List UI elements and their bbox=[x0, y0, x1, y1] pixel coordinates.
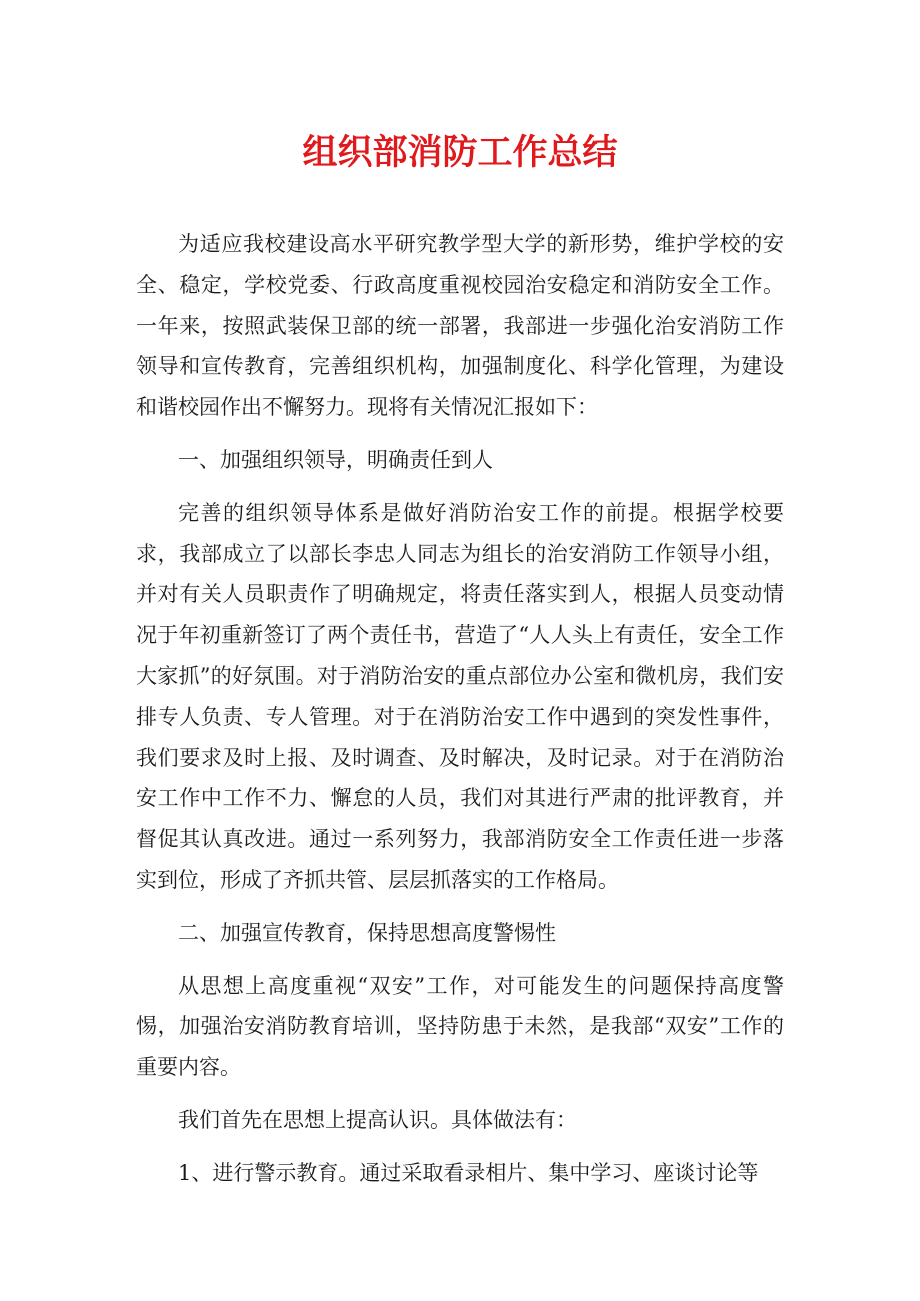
paragraph-section-2: 从思想上高度重视“双安”工作，对可能发生的问题保持高度警惕，加强治安消防教育培训，坚持防患于未然，是我部“双安”工作的重要内容。 bbox=[136, 973, 784, 1080]
paragraph-intro: 为适应我校建设高水平研究教学型大学的新形势，维护学校的安全、稳定，学校党委、行政高度重视校园治安稳定和消防安全工作。一年来，按照武装保卫部的统一部署，我部进一步强化治安消防工作领导和宣传教育，完善组织机构，加强制度化、科学化管理，为建设和谐校园作出不懈努力。现将有关情况汇报如下： bbox=[136, 232, 784, 420]
paragraph-methods-intro: 我们首先在思想上提高认识。具体做法有： bbox=[178, 1107, 577, 1132]
paragraph-section-1: 完善的组织领导体系是做好消防治安工作的前提。根据学校要求，我部成立了以部长李忠人同志为组长的治安消防工作领导小组，并对有关人员职责作了明确规定，将责任落实到人，根据人员变动情况于年初重新签订了两个责任书，营造了“人人头上有责任，安全工作大家抓”的好氛围。对于消防治安的重点部位办公室和微机房，我们安排专人负责、专人管理。对于在消防治安工作中遇到的突发性事件，我们要求及时上报、及时调查、及时解决，及时记录。对于在消防治安工作中工作不力、懈怠的人员，我们对其进行严肃的批评教育，并督促其认真改进。通过一系列努力，我部消防安全工作责任进一步落实到位，形成了齐抓共管、层层抓落实的工作格局。 bbox=[136, 500, 784, 892]
section-heading-1: 一、加强组织领导，明确责任到人 bbox=[178, 447, 493, 472]
paragraph-method-1: 1、进行警示教育。通过采取看录相片、集中学习、座谈讨论等 bbox=[178, 1160, 759, 1185]
document-title: 组织部消防工作总结 bbox=[302, 133, 618, 173]
section-heading-2: 二、加强宣传教育，保持思想高度警惕性 bbox=[178, 920, 556, 945]
document-body bbox=[136, 224, 784, 1194]
